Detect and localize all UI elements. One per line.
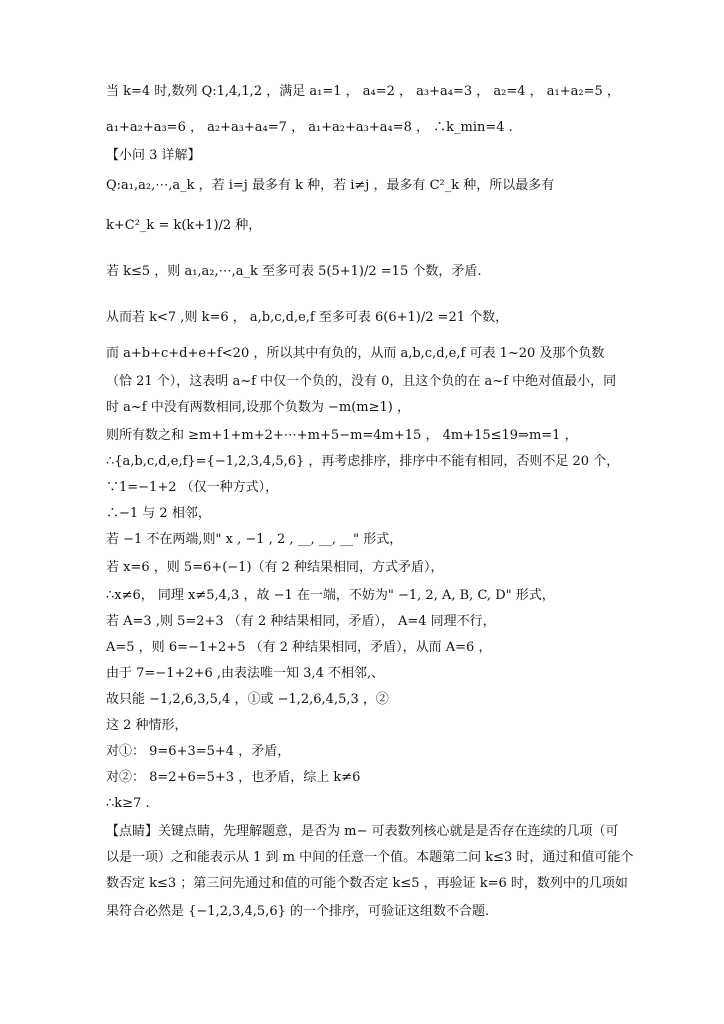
text-line: 则所有数之和 ≥m+1+m+2+⋯+m+5−m=4m+15 ， 4m+15≤19⇒m=1 ， <box>106 428 578 443</box>
text-line: k+C²_k = k(k+1)/2 种， <box>106 218 262 233</box>
text-line: 若 x=6 ，则 5=6+(−1)（有 2 种结果相同，方式矛盾）， <box>106 560 444 575</box>
text-line: 从而若 k<7 ,则 k=6 ， a,b,c,d,e,f 至多可表 6(6+1)/2 =21 个数， <box>106 310 509 325</box>
text-line: 若 k≤5 ，则 a₁,a₂,⋯,a_k 至多可表 5(5+1)/2 =15 个数，矛盾. <box>106 264 482 279</box>
text-line: ∴k≥7 . <box>106 796 150 811</box>
text-line: 由于 7=−1+2+6 ,由表法唯一知 3,4 不相邻,、 <box>106 666 385 681</box>
text-line: Q:a₁,a₂,⋯,a_k ，若 i=j 最多有 k 种，若 i≠j ，最多有 C²_k 种，所以最多有 <box>106 178 555 193</box>
text-line: ∵1=−1+2 （仅一种方式）， <box>106 480 279 495</box>
section-heading: 【小问 3 详解】 <box>106 148 201 163</box>
text-line: 若 A=3 ,则 5=2+3 （有 2 种结果相同，矛盾）， A=4 同理不行， <box>106 614 496 629</box>
text-line: 对①： 9=6+3=5+4 ，矛盾， <box>106 744 291 759</box>
note-line: 数否定 k≤3 ；第三问先通过和值的可能个数否定 k≤5 ，再验证 k=6 时，数列中的几项如 <box>106 876 628 891</box>
text-line: 当 k=4 时,数列 Q:1,4,1,2 ，满足 a₁=1 ， a₄=2 ， a₃+a₄=3 ， a₂=4 ， a₁+a₂=5 ， <box>106 84 620 99</box>
text-line: ∴{a,b,c,d,e,f}={−1,2,3,4,5,6} ，再考虑排序，排序中不能有相同，否则不足 20 个， <box>106 454 620 469</box>
text-line: A=5 ，则 6=−1+2+5 （有 2 种结果相同，矛盾），从而 A=6 ， <box>106 640 492 655</box>
text-line: 若 −1 不在两端,则" x , −1 , 2 , __, __, __" 形式， <box>106 532 403 547</box>
text-line: ∴x≠6， 同理 x≠5,4,3 ，故 −1 在一端，不妨为" −1, 2, A, B, C, D" 形式， <box>106 588 555 603</box>
note-line: 果符合必然是 {−1,2,3,4,5,6} 的一个排序，可验证这组数不合题. <box>106 904 490 919</box>
text-line: 时 a~f 中没有两数相同,设那个负数为 −m(m≥1) ， <box>106 400 410 415</box>
text-line: ∴−1 与 2 相邻， <box>106 506 211 521</box>
text-line: （恰 21 个），这表明 a~f 中仅一个负的，没有 0，且这个负的在 a~f 中绝对值最小，同 <box>106 374 617 389</box>
text-line: 故只能 −1,2,6,3,5,4 ，①或 −1,2,6,4,5,3 ，② <box>106 692 389 707</box>
note-line: 【点睛】关键点睛，先理解题意，是否为 m− 可表数列核心就是是否存在连续的几项（可 <box>106 824 619 839</box>
text-line: 这 2 种情形， <box>106 718 188 733</box>
text-line: 对②： 8=2+6=5+3 ，也矛盾，综上 k≠6 <box>106 770 361 785</box>
text-line: 而 a+b+c+d+e+f<20 ，所以其中有负的，从而 a,b,c,d,e,f 可表 1~20 及那个负数 <box>106 346 605 361</box>
note-line: 以是一项）之和能表示从 1 到 m 中间的任意一个值。本题第二问 k≤3 时，通过和值可能个 <box>106 850 634 865</box>
text-line: a₁+a₂+a₃=6 ， a₂+a₃+a₄=7 ， a₁+a₂+a₃+a₄=8 ， ∴k_min=4 . <box>106 120 513 135</box>
